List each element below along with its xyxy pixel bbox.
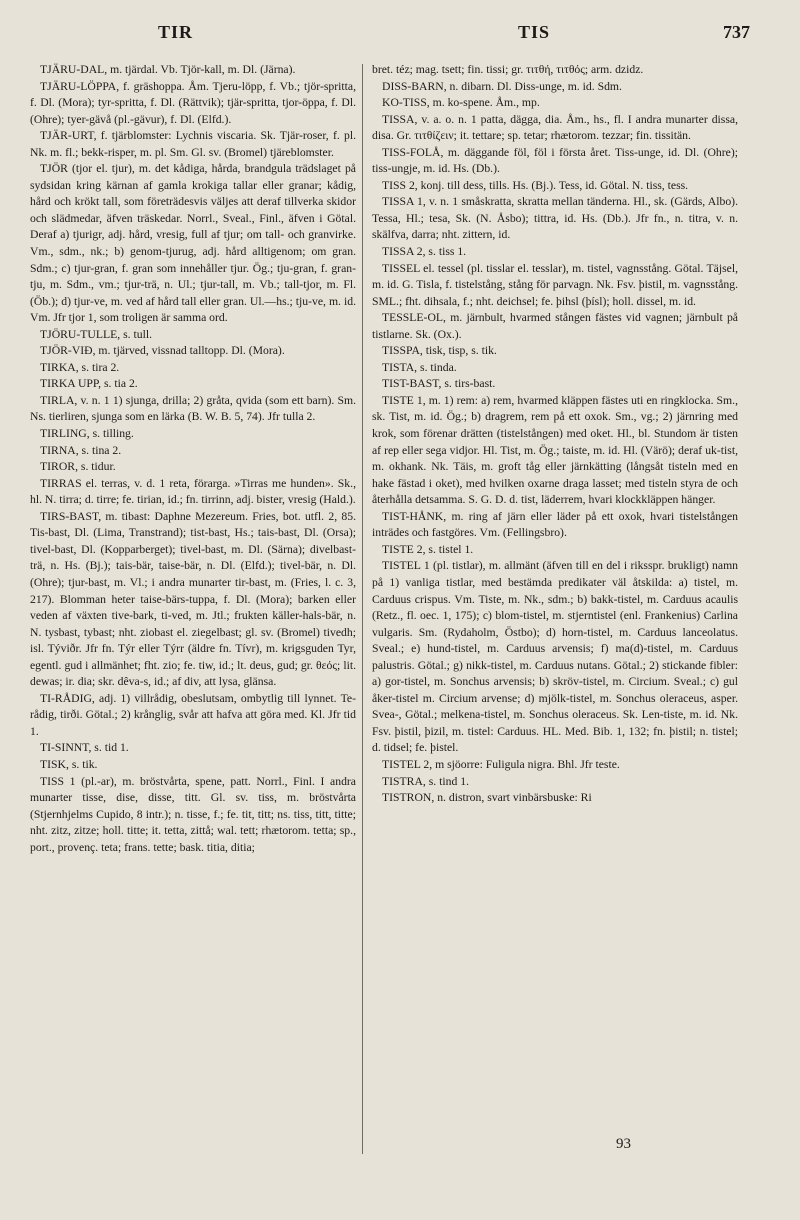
entry: TJÄRU-DAL, m. tjärdal. Vb. Tjör-kall, m. Dl. (Järna). bbox=[40, 63, 296, 76]
column-divider bbox=[362, 64, 363, 1154]
page-number: 737 bbox=[723, 22, 750, 42]
entry: TISS-FOLÅ, m. däggande föl, föl i första året. Tiss-unge, id. Dl. (Ohre); tiss-ungje, m. id. Hs. (Db.). bbox=[372, 145, 738, 176]
entry: TIRKA UPP, s. tia 2. bbox=[40, 377, 138, 391]
printer-signature: 93 bbox=[616, 1136, 631, 1152]
entry: TIRRAS el. terras, v. d. 1 reta, förarga. »Tirras me hunden». Sk., hl. N. tirra; d. tirre; fe. tirian, id.; fn. tirrinn, adj. bister, vresig (Hald.). bbox=[30, 476, 356, 507]
entry: TESSLE-OL, m. järnbult, hvarmed stången fästes vid vagnen; järnbult på tistlarne. Sk. (Ox.). bbox=[372, 311, 738, 341]
entry: TISTRON, n. distron, svart vinbärsbuske: Ri bbox=[382, 791, 592, 805]
entry: TIROR, s. tidur. bbox=[40, 460, 116, 474]
entry: TI-RÅDIG, adj. 1) villrådig, obeslutsam, ombytlig till lynnet. Te-rådig, tirði. Götal.; 2) krånglig, svår att hafva att göra med. Kl. Jfr tid 1. bbox=[30, 691, 356, 738]
entry: TJÄR-URT, f. tjärblomster: Lychnis viscaria. Sk. Tjär-roser, f. pl. Nk. m. fl.; bekk-risper, m. pl. Sm. Gl. sv. (Bromel) tjäreblomster. bbox=[30, 129, 356, 159]
entry: TISTEL 1 (pl. tistlar), m. allmänt (äfven till en del i riksspr. brukligt) namn på 1) vanliga tistlar, med bestämda predikater väl åtskilda: a) tistel, m. Carduus crispus. Vm. Tiste, m. Nk., sdm.; b) bakk-tistel, m. Carduus acaulis (Retz., fl. oec. 1, 175); c) blom-tistel, m. stjerntistel (enl. Frankenius) Carlina vulgaris. Sm. (Rydaholm, Östbo); d) horn-tistel, m. Carduus lanceolatus. Sveal.; e) hund-tistel, m. Carduus arvensis; f) ma(d)-tistel, m. Carduus palustris. Götal.; g) nikk-tistel, m. Carduus nutans. Götal.; 2) stickande fibler: a) gor-tistel, m. Sonchus arvensis; b) skröv-tistel, m. Circium. Sveal.; c) gul åker-tistel m. Circium arvense; d) mjölk-tistel, m. Sonchus oleraceus, asper. Svea-, Götal.; melkena-tistel, m. Sonchus oleraceus. Sk. Len-tiste, m. id. Nk. Fsv. þistil, þizil, m. tistel: Carduus. HL. Med. Bib. 1, 132; fn. þistil; n. tistel; d. tidsel; fe. þistel. bbox=[372, 559, 738, 755]
entry: TISSPA, tisk, tisp, s. tik. bbox=[382, 344, 497, 358]
entry: TISK, s. tik. bbox=[40, 757, 98, 771]
entry: bret. téz; mag. tsett; fin. tissi; gr. τιτθή, τιτθός; arm. dzidz. bbox=[372, 63, 644, 76]
entry: TIRNA, s. tina 2. bbox=[40, 443, 122, 457]
entry: TJÄRU-LÖPPA, f. gräshoppa. Åm. Tjeru-löpp, f. Vb.; tjör-spritta, f. Dl. (Mora); tyr-spritta, f. Dl. (Rättvik); tjär-spritta, tjor-öppa, f. Dl. (Ohre); tyer-gävå (pl.-gävur), f. Dl. (Elfd.). bbox=[30, 79, 356, 126]
running-header bbox=[0, 18, 800, 48]
header-left-word: TIR bbox=[158, 22, 194, 42]
entry: TISSA, v. a. o. n. 1 patta, dägga, dia. Åm., hs., fl. I andra munarter dissa, disa. Gr. τιτθίζειν; it. tettare; sp. tetar; rhætorom. tezzar; fin. tissitän. bbox=[372, 112, 738, 143]
entry: TI-SINNT, s. tid 1. bbox=[40, 741, 129, 755]
left-column bbox=[30, 62, 356, 856]
right-column bbox=[372, 62, 738, 807]
entry: TISTE 2, s. tistel 1. bbox=[382, 542, 474, 556]
entry: TISSA 2, s. tiss 1. bbox=[382, 245, 467, 259]
entry: TJÖR-VIÐ, m. tjärved, vissnad talltopp. Dl. (Mora). bbox=[40, 344, 285, 358]
entry: TISTRA, s. tind 1. bbox=[382, 774, 470, 788]
entry: TISS 1 (pl.-ar), m. bröstvårta, spene, patt. Norrl., Finl. I andra munarter tisse, dise, disse, titt. Gl. sv. tiss, m. bröstvårta (Stjernhjelms Cupido, 8 intr.); n. tisse, f.; fe. tit, titt; ns. tiss, titt, titte; nht. zitz, zitze; holl. titte; it. tetta, zittå; wal. tett; rhætorom. tetta; sp., port., provenç. teta; frans. tette; bask. titia, ditia; bbox=[30, 774, 356, 854]
entry: DISS-BARN, n. dibarn. Dl. Diss-unge, m. id. Sdm. bbox=[382, 79, 622, 93]
entry: TIRLING, s. tilling. bbox=[40, 427, 134, 441]
entry: TJÖRU-TULLE, s. tull. bbox=[40, 327, 152, 341]
entry: TIST-BAST, s. tirs-bast. bbox=[382, 377, 496, 391]
entry: TISSA 1, v. n. 1 småskratta, skratta mellan tänderna. Hl., sk. (Gärds, Albo). Tessa, Hl.; tesa, Sk. (N. Åsbo); tittra, id. Hs. (Db.). Jfr fn., n. titra, v. n. skälfva, darra; nht. zittern, id. bbox=[372, 195, 738, 242]
entry: TISS 2, konj. till dess, tills. Hs. (Bj.). Tess, id. Götal. N. tiss, tess. bbox=[382, 178, 689, 192]
entry: TISSEL el. tessel (pl. tisslar el. tesslar), m. tistel, vagnsstång. Götal. Täjsel, m. id. G. Tisla, f. tistelstång, stång för parvagn. Nk. Fsv. þistil, m. vagnsstång. SML.; fht. dihsala, f.; nht. deichsel; fe. þihsl (þísl); holl. dissel, m. id. bbox=[372, 261, 738, 308]
entry: TIRS-BAST, m. tibast: Daphne Mezereum. Fries, bot. utfl. 2, 85. Tis-bast, Dl. (Lima, Transtrand); tist-bast, Hs.; tais-bast, Dl. (Orsa); tivel-bast, Dl. (Kopparberget); tivel-bast, m. Dl. (Särna); divelbast-trä, n. Hs. (Bj.); tais-bär, taise-bär, n. Dl. (Elfd.); tivel-bär, n. Dl. (Ohre); tjur-bast, m. Vl.; i andra munarter tir-bast, m. (Fries, l. c. 3, 217). Blomman heter taise-bärs-tuppa, f. Dl. (Mora); barken eller veden af växten tive-bark, ti-ved, m. Jtl.; frukten käller-hals-bär, n. N. tysbast, tybast; nht. ziobast el. ziegelbast; gl. sv. (Bromel) tivedh; isl. Týviðr. Jfr fn. Týr eller Týrr (äldre fn. Tívr), m. krigsguden Tyr, egentl. gud i allmänhet; fht. zio; fe. tiw, id.; lt. deus, gud; gr. θεός; lit. dewas; ir. dia; skr. dêva-s, id.; af div, att lysa, glänsa. bbox=[30, 509, 356, 689]
entry: TISTE 1, m. 1) rem: a) rem, hvarmed kläppen fästes uti en ringklocka. Sm., sk. Tist, m. id. Ög.; b) dragrem, rem på ett oxok. Sm., vg.; 2) järnring med krok, som förenar drätten (tistelstången) med oket. Hl., bl. Stundom är tisten af rep eller sega vidjor. Hl. Tist, m. Ög.; taiste, m. id. Hl. (Värö); deraf uk-tist, m. okhank. Nk. Täis, m. groft tåg eller järnkätting (långsåt tisteln med en hake fästad i oket), med hvilken oxarne draga lasset; med tisteln styra de och återhålla detsamma. S. G. D. d. tist, läderrem, hvari klockkläppen hänger. bbox=[372, 393, 738, 507]
entry: TIRLA, v. n. 1 1) sjunga, drilla; 2) gråta, qvida (som ett barn). Sm. Ns. tierliren, sjunga som en lärka (B. W. B. 5, 74). Jfr tulla 2. bbox=[30, 393, 356, 424]
entry: TIST-HÅNK, m. ring af järn eller läder på ett oxok, hvari tistelstången inträdes och fastgöres. Vm. (Fellingsbro). bbox=[372, 509, 738, 540]
entry: TIRKA, s. tira 2. bbox=[40, 360, 120, 374]
entry: TISTA, s. tinda. bbox=[382, 360, 457, 374]
entry: TISTEL 2, m sjöorre: Fuligula nigra. Bhl. Jfr teste. bbox=[382, 757, 620, 771]
entry: TJÖR (tjor el. tjur), m. det kådiga, hårda, brandgula trädslaget på sydsidan kring kärnan af gamla krokiga tallar eller granar; kådig, hård och krökt tall, som företrädesvis väljes att deraf tillverka skidor och slädmedar, äfven träskedar. Norrl., Sveal., Finl., äfven i Götal. Deraf a) tjurigr, adj. hård, vresig, full af tjur; om tall- och granvirke. Vm., sdm., nk.; b) genom-tjurug, adj. hård alltigenom; om gran. Sdm.; c) tjur-gran, f. gran som innehåller tjur. Ög.; tju-gran, f. gran-tju, m. Sdm., vm.; tjur-trä, n. Ul.; tjur-tall, m. Vb.; tall-tjor, m. Fl. (Öb.); d) tjur-ve, m. ved af hård tall eller gran. Ul.—hs.; tju-ve, m. id. Vm. Jfr tjor 1, som troligen är samma ord. bbox=[30, 162, 356, 325]
entry: KO-TISS, m. ko-spene. Åm., mp. bbox=[382, 96, 540, 110]
header-right-word: TIS bbox=[518, 22, 551, 42]
